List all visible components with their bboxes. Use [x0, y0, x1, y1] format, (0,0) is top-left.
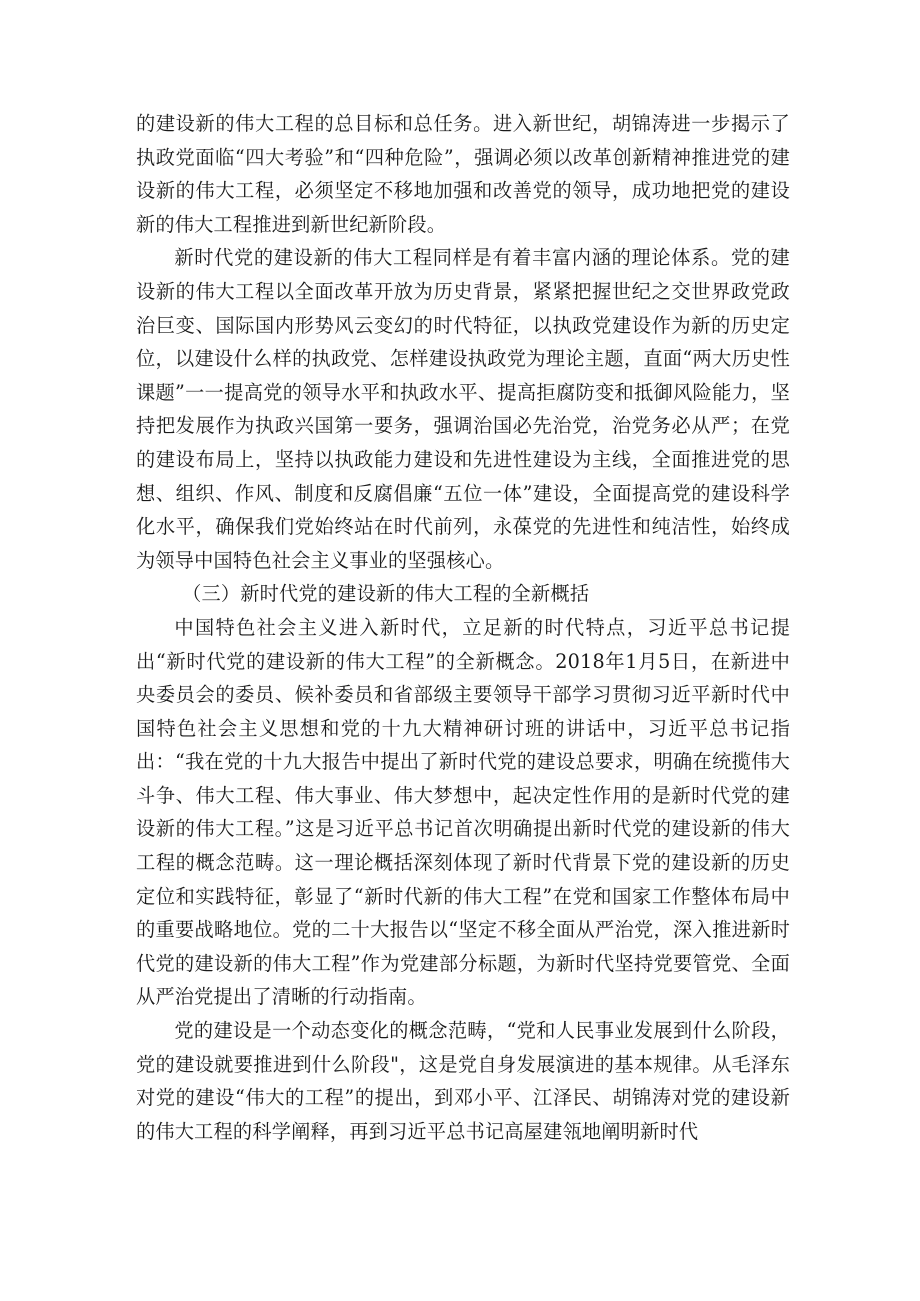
section-heading: （三）新时代党的建设新的伟大工程的全新概括 — [182, 582, 590, 606]
paragraph-dynamic-concept: 党的建设是一个动态变化的概念范畴，“党和人民事业发展到什么阶段，党的建设就要推进到什么阶段"，这是党自身发展演进的基本规律。从毛泽东对党的建设“伟大的工程”的提出，到邓小平、江泽民、胡锦涛对党的建设新的伟大工程的科学阐释，再到习近平总书记高屋建瓴地阐明新时代 — [136, 1019, 790, 1143]
paragraph-new-concept: 中国特色社会主义进入新时代，立足新的时代特点，习近平总书记提出“新时代党的建设新的伟大工程”的全新概念。2018年1月5日，在新进中央委员会的委员、候补委员和省部级主要领导干部学习贯彻习近平新时代中国特色社会主义思想和党的十九大精神研讨班的讲话中，习近平总书记指出：“我在党的十九大报告中提出了新时代党的建设总要求，明确在统揽伟大斗争、伟大工程、伟大事业、伟大梦想中，起决定性作用的是新时代党的建设新的伟大工程。”这是习近平总书记首次明确提出新时代党的建设新的伟大工程的概念范畴。这一理论概括深刻体现了新时代背景下党的建设新的历史定位和实践特征，彰显了“新时代新的伟大工程”在党和国家工作整体布局中的重要战略地位。党的二十大报告以“坚定不移全面从严治党，深入推进新时代党的建设新的伟大工程”作为党建部分标题，为新时代坚持党要管党、全面从严治党提出了清晰的行动指南。 — [136, 615, 790, 1009]
paragraph-continuation: 的建设新的伟大工程的总目标和总任务。进入新世纪，胡锦涛进一步揭示了执政党面临“四大考验”和“四种危险”，强调必须以改革创新精神推进党的建设新的伟大工程，必须坚定不移地加强和改善党的领导，成功地把党的建设新的伟大工程推进到新世纪新阶段。 — [136, 112, 790, 236]
paragraph-theory-system: 新时代党的建设新的伟大工程同样是有着丰富内涵的理论体系。党的建设新的伟大工程以全面改革开放为历史背景，紧紧把握世纪之交世界政党政治巨变、国际国内形势风云变幻的时代特征，以执政党建设作为新的历史定位，以建设什么样的执政党、怎样建设执政党为理论主题，直面“两大历史性课题”一一提高党的领导水平和执政水平、提高拒腐防变和抵御风险能力，坚持把发展作为执政兴国第一要务，强调治国必先治党，治党务必从严；在党的建设布局上，坚持以执政能力建设和先进性建设为主线，全面推进党的思想、组织、作风、制度和反腐倡廉“五位一体”建设，全面提高党的建设科学化水平，确保我们党始终站在时代前列，永葆党的先进性和纯洁性，始终成为领导中国特色社会主义事业的坚强核心。 — [136, 246, 790, 572]
document-body — [136, 107, 790, 1148]
